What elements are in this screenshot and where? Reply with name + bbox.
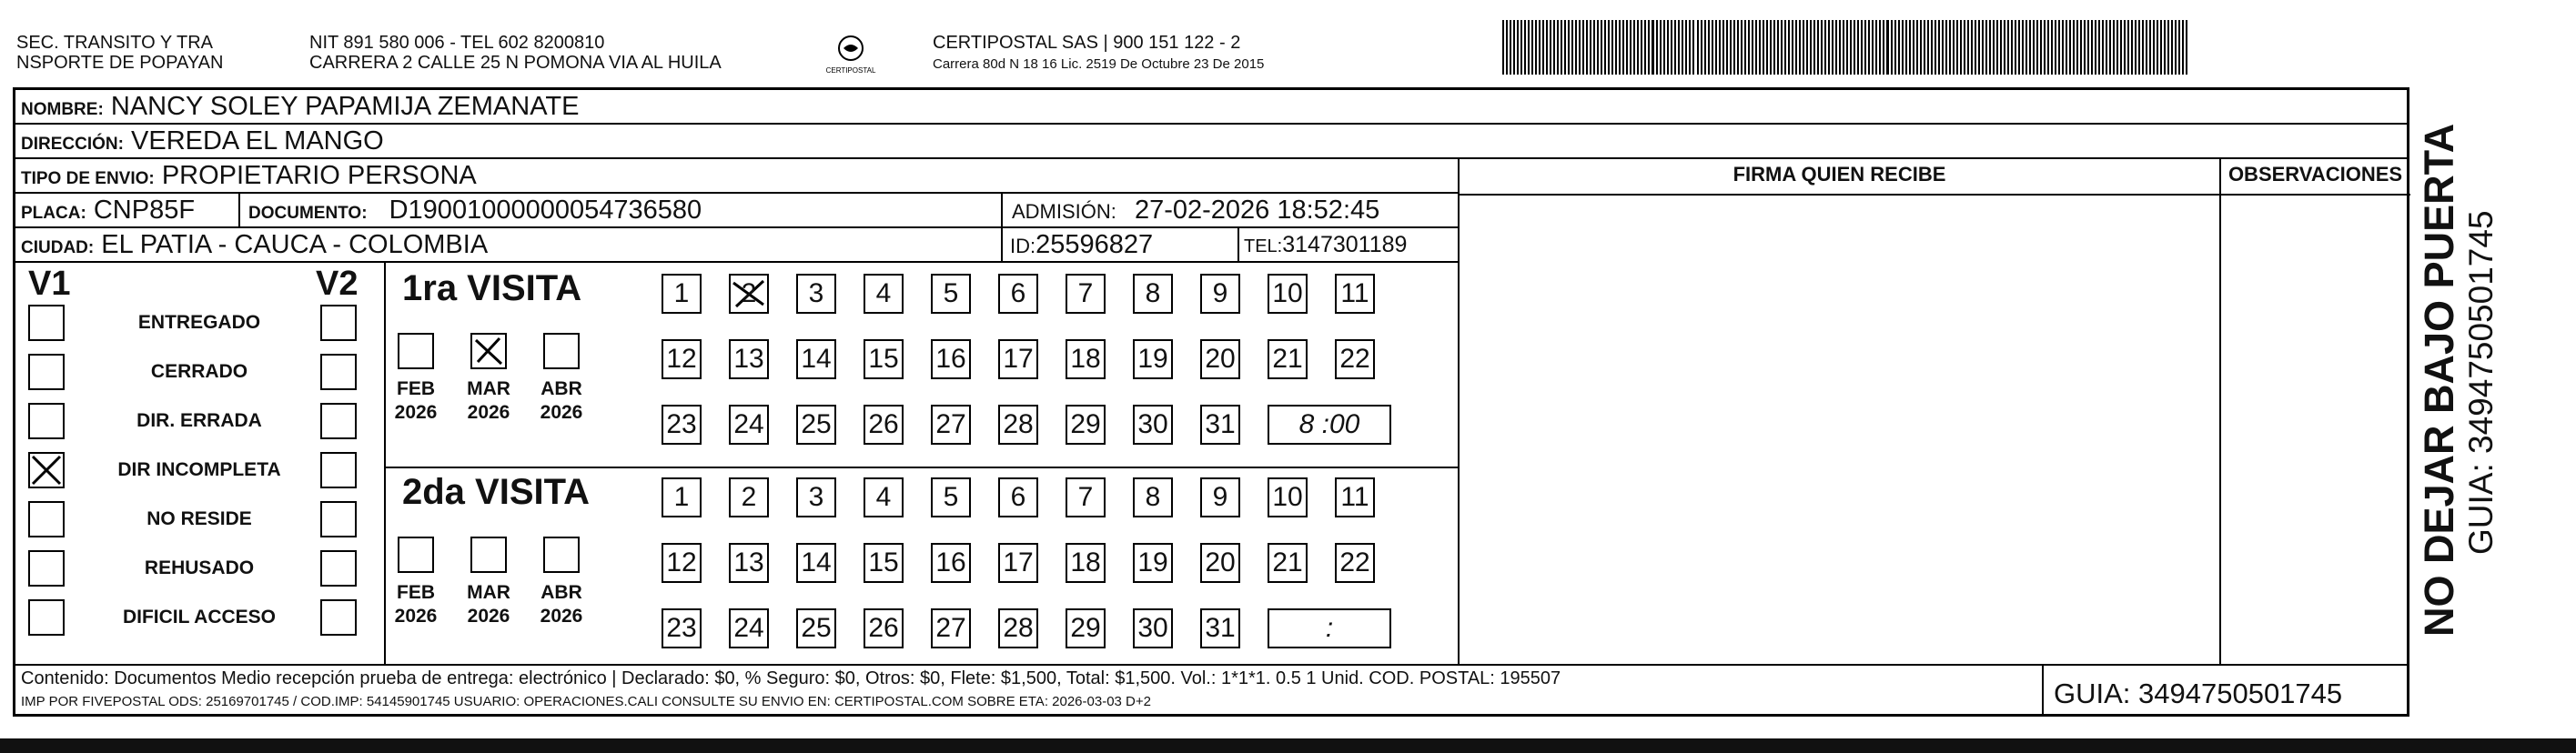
second-day-box[interactable]: 18 <box>1066 543 1106 583</box>
first-day-box[interactable]: 23 <box>662 405 702 445</box>
first-day-box[interactable]: 28 <box>998 405 1038 445</box>
second-day-box[interactable]: 20 <box>1200 543 1240 583</box>
v1-checkbox[interactable] <box>28 305 65 341</box>
sender-line-2: NSPORTE DE POPAYAN <box>16 53 224 73</box>
first-day-box[interactable]: 2 <box>729 274 769 314</box>
first-month-checkbox[interactable] <box>470 333 507 369</box>
status-option-label: REHUSADO <box>144 557 255 578</box>
scan-edge <box>0 738 2576 753</box>
observations-area[interactable] <box>2223 197 2408 662</box>
v1-label: V1 <box>28 265 71 303</box>
first-time-box[interactable]: 8 :00 <box>1268 405 1391 445</box>
second-month-checkbox[interactable] <box>470 537 507 573</box>
second-day-box[interactable]: 12 <box>662 543 702 583</box>
first-month-label: MAR 2026 <box>467 378 510 423</box>
second-day-box[interactable]: 1 <box>662 477 702 517</box>
direccion-row: DIRECCIÓN: VEREDA EL MANGO <box>21 126 384 156</box>
first-visit-title: 1ra VISITA <box>402 268 582 308</box>
company-sub: Carrera 80d N 18 16 Lic. 2519 De Octubre 23 De 2015 <box>933 56 1265 72</box>
second-day-box[interactable]: 3 <box>796 477 836 517</box>
guia-side: GUIA: 3494750501745 <box>2462 210 2500 555</box>
signature-area[interactable] <box>1461 197 2217 662</box>
no-dejar-warning: NO DEJAR BAJO PUERTA <box>2416 123 2462 637</box>
guia-footer: GUIA: 3494750501745 <box>2054 678 2343 709</box>
documento-value: D19001000000054736580 <box>389 196 702 225</box>
second-day-box[interactable]: 5 <box>931 477 971 517</box>
second-visit-title: 2da VISITA <box>402 472 590 512</box>
second-day-box[interactable]: 28 <box>998 608 1038 648</box>
second-time-box[interactable]: : <box>1268 608 1391 648</box>
first-day-box[interactable]: 1 <box>662 274 702 314</box>
first-day-box[interactable]: 19 <box>1133 339 1173 379</box>
status-option-label: CERRADO <box>150 361 248 382</box>
svg-text:CERTIPOSTAL: CERTIPOSTAL <box>825 66 876 75</box>
nombre-row: NOMBRE: NANCY SOLEY PAPAMIJA ZEMANATE <box>21 92 580 121</box>
ciudad-row: CIUDAD: EL PATIA - CAUCA - COLOMBIA <box>21 230 489 259</box>
second-day-box[interactable]: 6 <box>998 477 1038 517</box>
second-day-box[interactable]: 26 <box>864 608 904 648</box>
second-day-box[interactable]: 30 <box>1133 608 1173 648</box>
second-month-label: MAR 2026 <box>467 582 510 627</box>
v1-checkbox[interactable] <box>28 501 65 537</box>
first-day-box[interactable]: 31 <box>1200 405 1240 445</box>
delivery-form <box>13 87 2409 717</box>
second-day-box[interactable]: 15 <box>864 543 904 583</box>
first-day-box[interactable]: 11 <box>1335 274 1375 314</box>
first-day-box[interactable]: 16 <box>931 339 971 379</box>
second-day-box[interactable]: 13 <box>729 543 769 583</box>
ciudad-value: EL PATIA - CAUCA - COLOMBIA <box>101 230 489 259</box>
second-day-box[interactable]: 24 <box>729 608 769 648</box>
address-line: CARRERA 2 CALLE 25 N POMONA VIA AL HUILA <box>309 53 722 73</box>
second-day-box[interactable]: 17 <box>998 543 1038 583</box>
first-day-box[interactable]: 9 <box>1200 274 1240 314</box>
second-day-box[interactable]: 14 <box>796 543 836 583</box>
v2-label: V2 <box>316 265 359 303</box>
second-day-box[interactable]: 16 <box>931 543 971 583</box>
imp-text: IMP POR FIVEPOSTAL ODS: 25169701745 / COD.IMP: 54145901745 USUARIO: OPERACIONES.CALI CONSULTE SU ENVIO EN: CERTIPOSTAL.COM SOBRE ETA: 2026-03-03 D+2 <box>21 694 1151 709</box>
first-day-box[interactable]: 24 <box>729 405 769 445</box>
barcode <box>1502 20 2194 75</box>
certipostal-logo <box>823 33 878 78</box>
first-day-box[interactable]: 5 <box>931 274 971 314</box>
admision-value: 27-02-2026 18:52:45 <box>1134 196 1380 225</box>
first-month-checkbox[interactable] <box>398 333 434 369</box>
v2-checkbox[interactable] <box>320 403 357 439</box>
v2-checkbox[interactable] <box>320 599 357 636</box>
contenido-text: Contenido: Documentos Medio recepción prueba de entrega: electrónico | Declarado: $0, % Seguro: $0, Otros: $0, Flete: $1,500, Total: $1,500. Vol.: 1*1*1. 0.5 1 Unid. COD. POSTAL: 195507 <box>21 668 1561 688</box>
first-day-box[interactable]: 27 <box>931 405 971 445</box>
second-day-box[interactable]: 23 <box>662 608 702 648</box>
v2-checkbox[interactable] <box>320 354 357 390</box>
status-option-label: DIR INCOMPLETA <box>117 459 281 480</box>
first-day-box[interactable]: 18 <box>1066 339 1106 379</box>
status-option-label: NO RESIDE <box>146 508 252 529</box>
tipo-row: TIPO DE ENVIO: PROPIETARIO PERSONA <box>21 161 477 190</box>
first-day-box[interactable]: 29 <box>1066 405 1106 445</box>
v2-checkbox[interactable] <box>320 501 357 537</box>
first-day-box[interactable]: 6 <box>998 274 1038 314</box>
first-day-box[interactable]: 30 <box>1133 405 1173 445</box>
second-day-box[interactable]: 31 <box>1200 608 1240 648</box>
second-day-box[interactable]: 9 <box>1200 477 1240 517</box>
nombre-value: NANCY SOLEY PAPAMIJA ZEMANATE <box>110 92 580 121</box>
second-day-box[interactable]: 7 <box>1066 477 1106 517</box>
first-day-box[interactable]: 21 <box>1268 339 1308 379</box>
second-day-box[interactable]: 10 <box>1268 477 1308 517</box>
status-option-label: DIR. ERRADA <box>136 410 262 431</box>
tipo-value: PROPIETARIO PERSONA <box>161 161 477 190</box>
first-day-box[interactable]: 12 <box>662 339 702 379</box>
first-day-box[interactable]: 7 <box>1066 274 1106 314</box>
status-option-label: ENTREGADO <box>137 312 261 333</box>
second-day-box[interactable]: 25 <box>796 608 836 648</box>
first-day-box[interactable]: 22 <box>1335 339 1375 379</box>
v1-checkbox[interactable] <box>28 452 65 488</box>
second-day-box[interactable]: 27 <box>931 608 971 648</box>
documento-row: DOCUMENTO: D19001000000054736580 <box>248 196 702 225</box>
placa-value: CNP85F <box>93 196 196 225</box>
tel-row: TEL:3147301189 <box>1244 232 1408 257</box>
second-day-box[interactable]: 21 <box>1268 543 1308 583</box>
first-day-box[interactable]: 17 <box>998 339 1038 379</box>
v1-checkbox[interactable] <box>28 354 65 390</box>
first-month-label: ABR 2026 <box>540 378 583 423</box>
first-day-box[interactable]: 14 <box>796 339 836 379</box>
status-option-label: DIFICIL ACCESO <box>122 607 276 628</box>
placa-row: PLACA: CNP85F <box>21 196 196 225</box>
id-row: ID:25596827 <box>1010 230 1154 259</box>
v2-checkbox[interactable] <box>320 305 357 341</box>
nit-line: NIT 891 580 006 - TEL 602 8200810 <box>309 33 605 53</box>
second-day-box[interactable]: 2 <box>729 477 769 517</box>
admision-row: ADMISIÓN: 27-02-2026 18:52:45 <box>1012 196 1380 225</box>
first-day-box[interactable]: 25 <box>796 405 836 445</box>
first-day-box[interactable]: 26 <box>864 405 904 445</box>
first-day-box[interactable]: 4 <box>864 274 904 314</box>
second-day-box[interactable]: 8 <box>1133 477 1173 517</box>
first-day-box[interactable]: 3 <box>796 274 836 314</box>
v2-checkbox[interactable] <box>320 452 357 488</box>
first-month-label: FEB 2026 <box>394 378 438 423</box>
v1-checkbox[interactable] <box>28 599 65 636</box>
second-month-label: FEB 2026 <box>394 582 438 627</box>
second-month-checkbox[interactable] <box>398 537 434 573</box>
first-day-box[interactable]: 8 <box>1133 274 1173 314</box>
v2-checkbox[interactable] <box>320 550 357 587</box>
second-day-box[interactable]: 11 <box>1335 477 1375 517</box>
id-value: 25596827 <box>1035 230 1154 259</box>
tel-value: 3147301189 <box>1282 232 1408 257</box>
firma-header: FIRMA QUIEN RECIBE <box>1732 163 1946 186</box>
first-day-box[interactable]: 13 <box>729 339 769 379</box>
first-day-box[interactable]: 15 <box>864 339 904 379</box>
observaciones-header: OBSERVACIONES <box>2227 163 2403 186</box>
v1-checkbox[interactable] <box>28 403 65 439</box>
second-day-box[interactable]: 4 <box>864 477 904 517</box>
second-day-box[interactable]: 19 <box>1133 543 1173 583</box>
second-day-box[interactable]: 22 <box>1335 543 1375 583</box>
first-day-box[interactable]: 20 <box>1200 339 1240 379</box>
first-day-box[interactable]: 10 <box>1268 274 1308 314</box>
v1-checkbox[interactable] <box>28 550 65 587</box>
direccion-value: VEREDA EL MANGO <box>131 126 384 156</box>
second-day-box[interactable]: 29 <box>1066 608 1106 648</box>
company-line: CERTIPOSTAL SAS | 900 151 122 - 2 <box>933 33 1241 53</box>
second-month-label: ABR 2026 <box>540 582 583 627</box>
sender-line-1: SEC. TRANSITO Y TRA <box>16 33 213 53</box>
second-month-checkbox[interactable] <box>543 537 580 573</box>
first-month-checkbox[interactable] <box>543 333 580 369</box>
